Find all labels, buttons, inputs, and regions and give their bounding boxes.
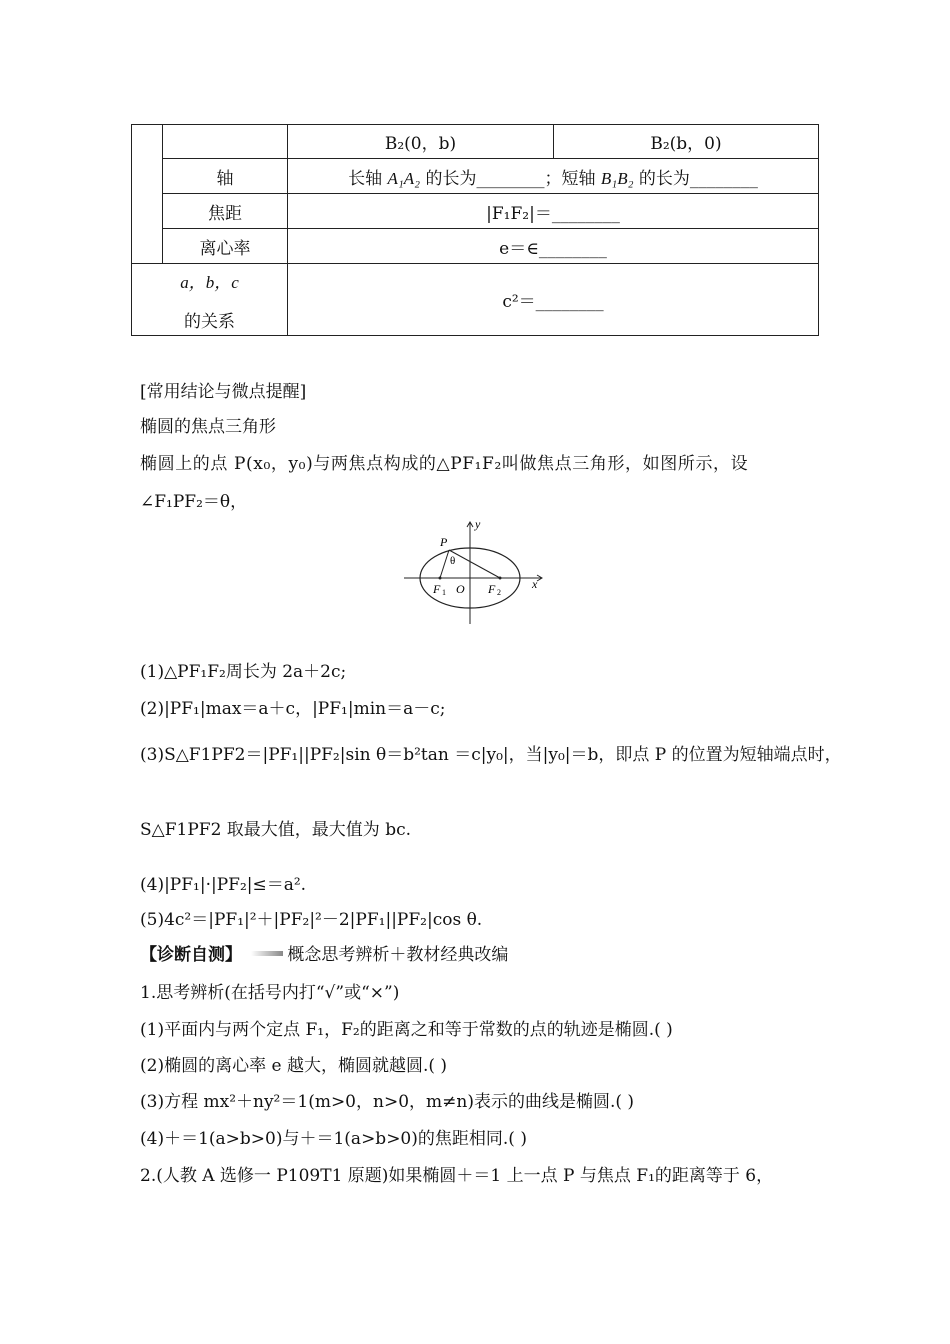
- focal-distance-label: 焦距: [163, 194, 288, 229]
- vertex-b2-col1: B₂(0，b): [288, 125, 554, 159]
- conclusion-item-3-line2: S△F1PF2 取最大值，最大值为 bc.: [140, 820, 411, 840]
- diagnosis-tagline: 概念思考辨析＋教材经典改编: [287, 945, 509, 965]
- question-1-title: 1.思考辨析(在括号内打“√”或“×”): [140, 983, 400, 1003]
- conclusion-item-2: (2)|PF₁|max＝a＋c，|PF₁|min＝a－c;: [140, 699, 446, 719]
- origin-label: O: [456, 582, 465, 596]
- abc-relation-label-line2: 的关系: [184, 311, 235, 332]
- question-1-item-3: (3)方程 mx²＋ny²＝1(m>0，n>0，m≠n)表示的曲线是椭圆.( ): [140, 1092, 635, 1112]
- conclusion-item-4: (4)|PF₁|·|PF₂|≤＝a².: [140, 875, 307, 895]
- diagnosis-header: [140, 940, 508, 965]
- point-p-label: P: [440, 535, 448, 549]
- axis-label: 轴: [163, 159, 288, 194]
- f2-label: F: [488, 582, 496, 596]
- focus-f1-dot: [439, 577, 442, 580]
- f1-subscript: 1: [442, 588, 446, 597]
- focal-triangle-figure: [404, 516, 554, 628]
- y-axis-label: y: [475, 517, 481, 531]
- conclusion-item-5: (5)4c²＝|PF₁|²＋|PF₂|²－2|PF₁||PF₂|cos θ.: [140, 910, 483, 930]
- question-1-item-4: (4)＋＝1(a>b>0)与＋＝1(a>b>0)的焦距相同.( ): [140, 1129, 527, 1149]
- x-axis-label: x: [532, 577, 538, 591]
- vertex-b2-col2: B₂(b，0): [554, 125, 819, 159]
- arrow-icon: [251, 951, 283, 956]
- question-1-item-1: (1)平面内与两个定点 F₁，F₂的距离之和等于常数的点的轨迹是椭圆.( ): [140, 1020, 673, 1040]
- notes-subheading: 椭圆的焦点三角形: [140, 417, 276, 437]
- notes-intro-line2: ∠F₁PF₂＝θ，: [140, 492, 248, 512]
- abc-relation-label-line1: a，b，c: [180, 272, 239, 292]
- theta-label: θ: [450, 555, 456, 567]
- abc-relation-value: c²＝________: [288, 264, 819, 336]
- f2-subscript: 2: [497, 588, 501, 597]
- focal-distance-value: |F₁F₂|＝________: [288, 194, 819, 229]
- diagnosis-title: 【诊断自测】: [140, 945, 242, 965]
- table-empty-label-cell: [163, 125, 288, 159]
- focus-f2-dot: [499, 577, 502, 580]
- table-gutter-cell: [132, 125, 163, 264]
- pf2-segment: [449, 550, 500, 578]
- abc-relation-label: [132, 264, 288, 336]
- eccentricity-label: 离心率: [163, 229, 288, 264]
- conclusion-item-1: (1)△PF₁F₂周长为 2a＋2c;: [140, 662, 347, 682]
- ellipse-properties-table: [131, 124, 819, 336]
- axis-value: 长轴 A₁A₂ 的长为________；短轴 B₁B₂ 的长为________: [288, 159, 819, 194]
- pf1-segment: [440, 550, 449, 578]
- eccentricity-value: e＝∈________: [288, 229, 819, 264]
- question-1-item-2: (2)椭圆的离心率 e 越大，椭圆就越圆.( ): [140, 1056, 448, 1076]
- question-2: 2.(人教 A 选修一 P109T1 原题)如果椭圆＋＝1 上一点 P 与焦点 F₁的距离等于 6，: [140, 1166, 774, 1186]
- notes-heading: [常用结论与微点提醒]: [140, 382, 307, 402]
- conclusion-item-3-line1: (3)S△F1PF2＝|PF₁||PF₂|sin θ＝b²tan ＝c|y₀|，当|y₀|＝b，即点 P 的位置为短轴端点时，: [140, 745, 842, 765]
- notes-intro-line1: 椭圆上的点 P(x₀，y₀)与两焦点构成的△PF₁F₂叫做焦点三角形，如图所示，设: [140, 454, 749, 474]
- f1-label: F: [433, 582, 441, 596]
